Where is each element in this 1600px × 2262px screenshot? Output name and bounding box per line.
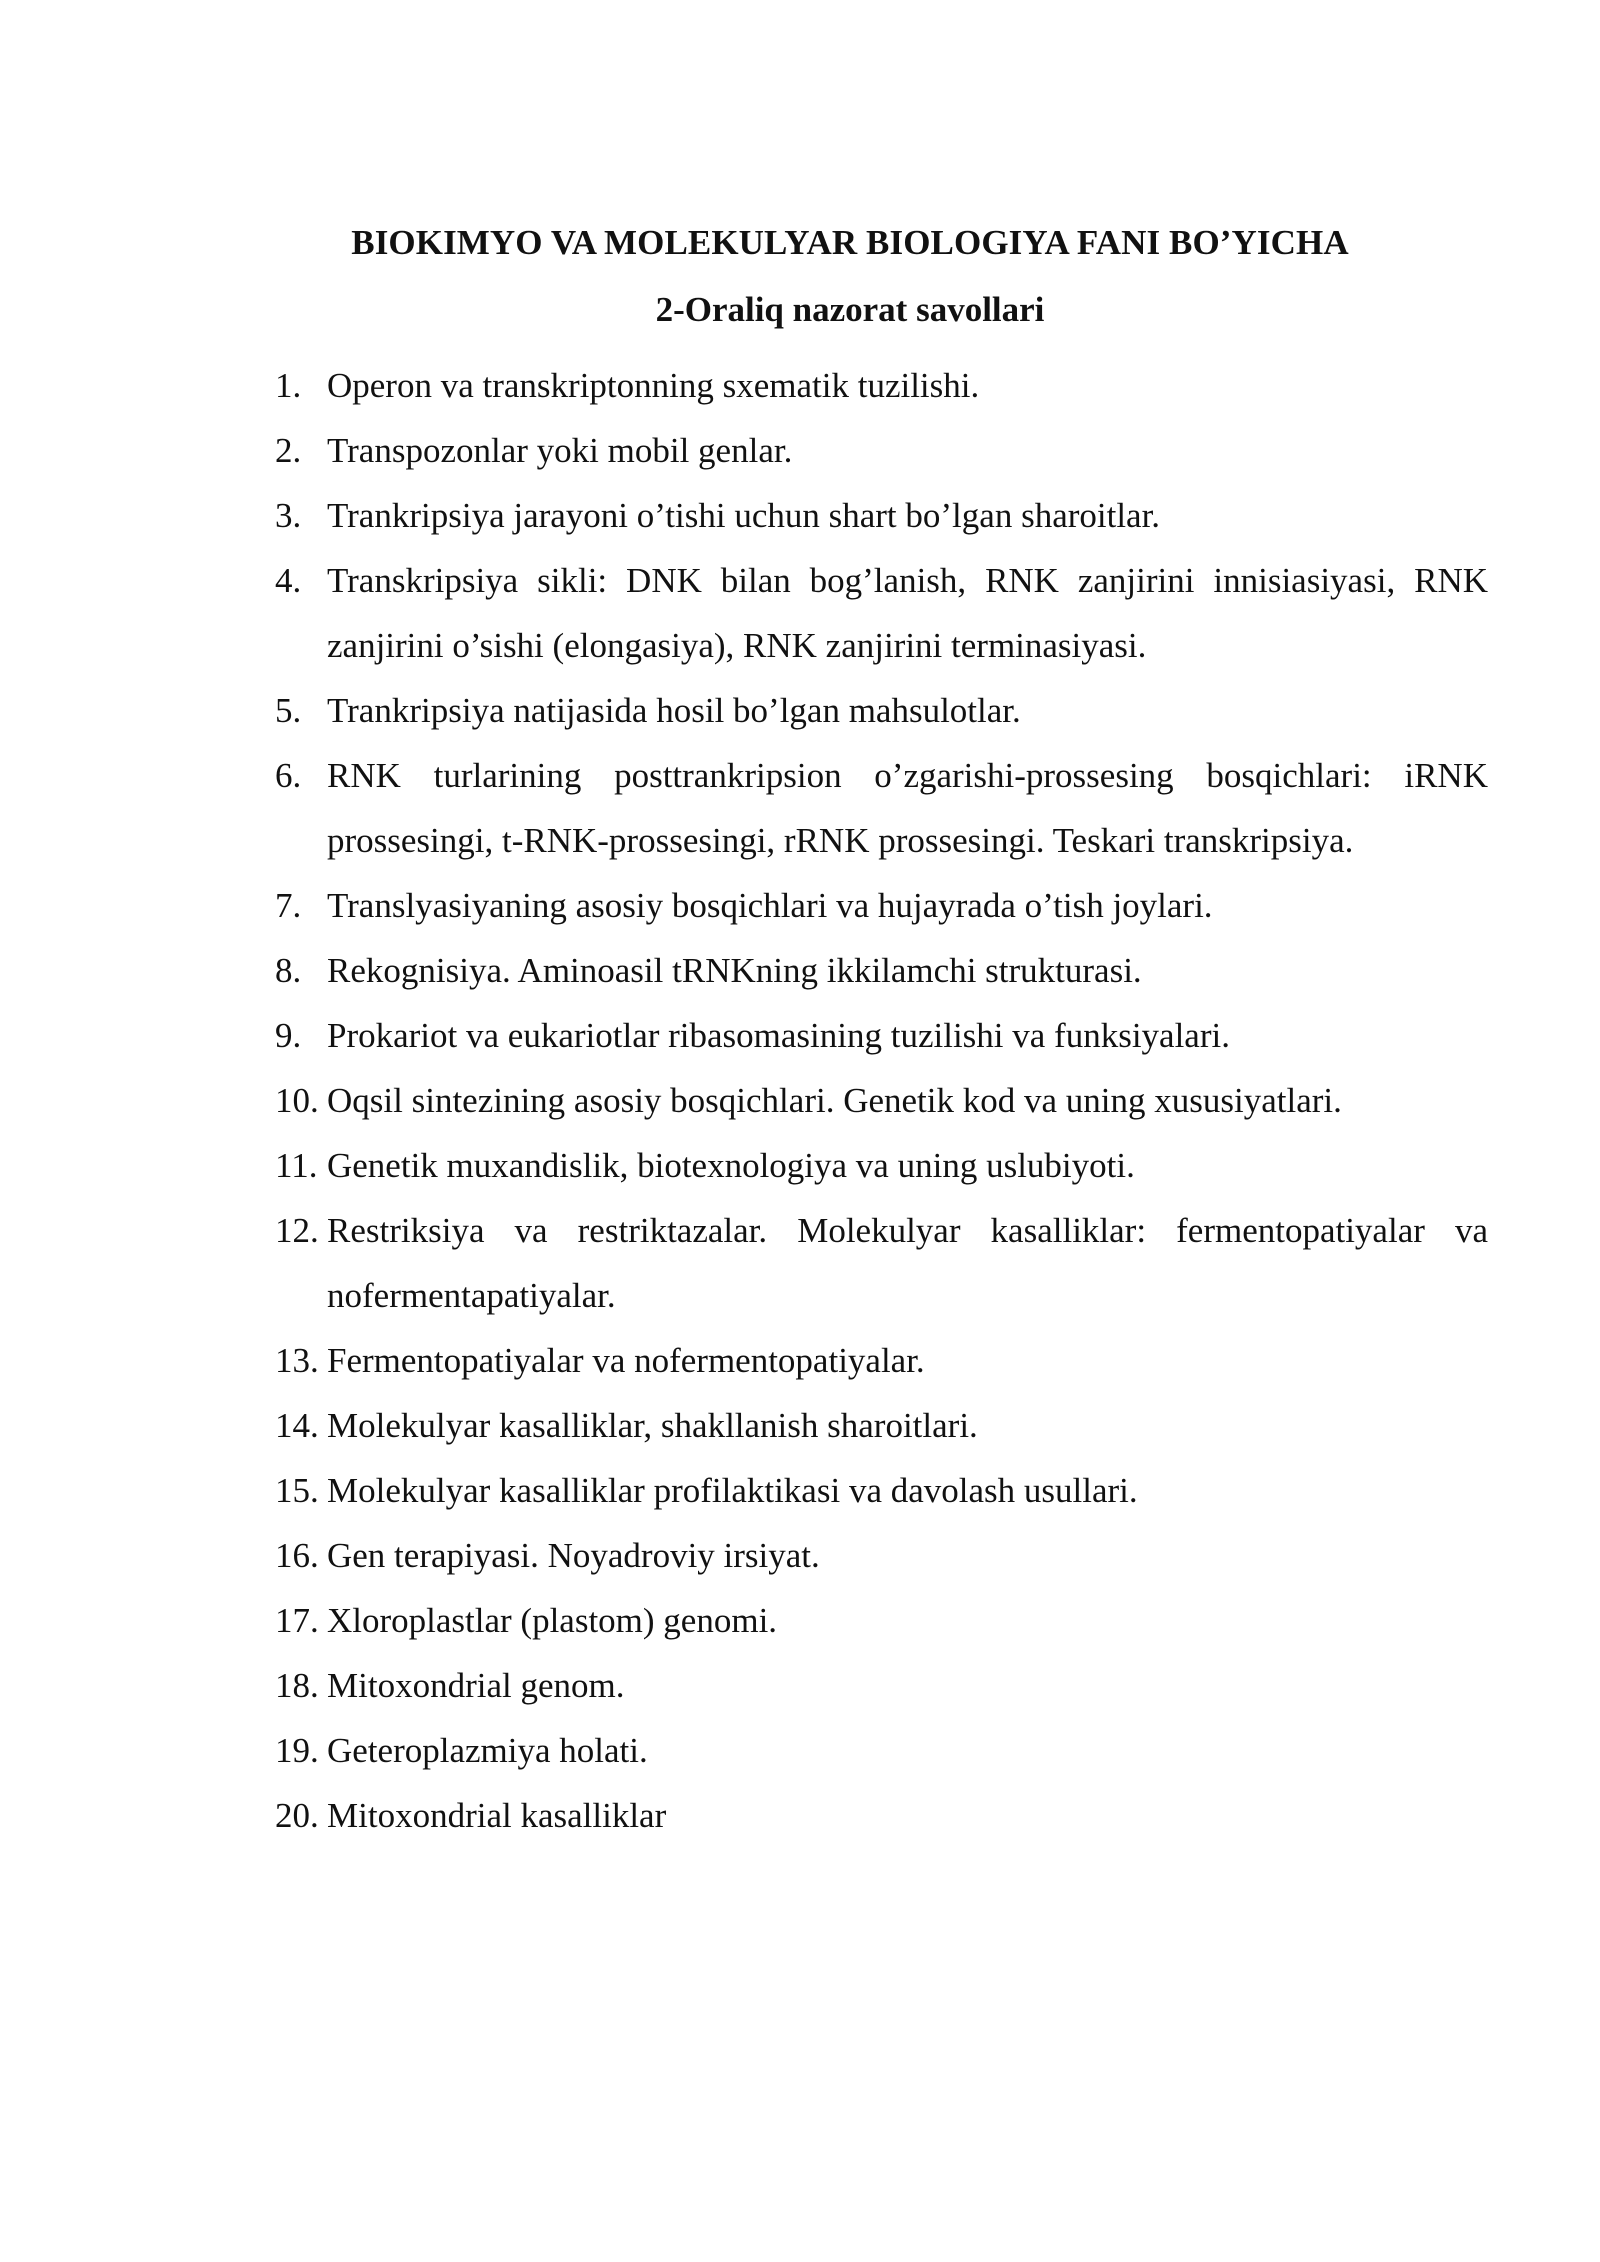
question-text: Gen terapiyasi. Noyadroviy irsiyat. [327,1536,820,1575]
question-text: Mitoxondrial kasalliklar [327,1796,667,1835]
question-list [275,353,1488,1848]
question-text: Trankripsiya jarayoni o’tishi uchun shart bo’lgan sharoitlar. [327,496,1161,535]
question-number: 9. [275,1016,302,1055]
question-number: 5. [275,691,302,730]
question-text: Translyasiyaning asosiy bosqichlari va hujayrada o’tish joylari. [327,886,1213,925]
question-number: 17. [275,1601,319,1640]
question-text: Xloroplastlar (plastom) genomi. [327,1601,778,1640]
question-item [275,1653,1488,1718]
question-text: Molekulyar kasalliklar profilaktikasi va davolash usullari. [327,1471,1138,1510]
question-item [275,1523,1488,1588]
question-text: Rekognisiya. Aminoasil tRNKning ikkilamchi strukturasi. [327,951,1142,990]
document-title: BIOKIMYO VA MOLEKULYAR BIOLOGIYA FANI BO’YICHA [351,223,1349,262]
question-item [275,1393,1488,1458]
question-number: 19. [275,1731,319,1770]
question-text: Transkripsiya sikli: DNK bilan bog’lanish, RNK zanjirini innisiasiyasi, RNK zanjirini o’sishi (elongasiya), RNK zanjirini terminasiyasi. [327,561,1488,665]
question-item [275,1718,1488,1783]
question-number: 14. [275,1406,319,1445]
question-item [275,743,1488,873]
question-text: Fermentopatiyalar va nofermentopatiyalar. [327,1341,925,1380]
question-item [275,678,1488,743]
question-text: Genetik muxandislik, biotexnologiya va uning uslubiyoti. [327,1146,1135,1185]
question-text: Trankripsiya natijasida hosil bo’lgan mahsulotlar. [327,691,1021,730]
question-number: 1. [275,366,302,405]
question-text: Operon va transkriptonning sxematik tuzilishi. [327,366,980,405]
question-number: 10. [275,1081,319,1120]
document-subtitle: 2-Oraliq nazorat savollari [655,290,1045,329]
question-number: 2. [275,431,302,470]
question-number: 13. [275,1341,319,1380]
question-text: Mitoxondrial genom. [327,1666,625,1705]
question-number: 18. [275,1666,319,1705]
question-item [275,1133,1488,1198]
question-text: Prokariot va eukariotlar ribasomasining tuzilishi va funksiyalari. [327,1016,1230,1055]
question-item [275,1068,1488,1133]
question-text: Molekulyar kasalliklar, shakllanish sharoitlari. [327,1406,978,1445]
question-item [275,873,1488,938]
question-number: 8. [275,951,302,990]
question-item [275,1328,1488,1393]
question-text: RNK turlarining posttrankripsion o’zgarishi-prossesing bosqichlari: iRNK prossesingi, t-RNK-prossesingi, rRNK prossesingi. Teskari transkripsiya. [327,756,1488,860]
question-item [275,1458,1488,1523]
question-item [275,1198,1488,1328]
question-item [275,483,1488,548]
question-item [275,938,1488,1003]
question-number: 7. [275,886,302,925]
question-item [275,548,1488,678]
question-text: Restriksiya va restriktazalar. Molekulyar kasalliklar: fermentopatiyalar va nofermentapatiyalar. [327,1211,1488,1315]
question-text: Transpozonlar yoki mobil genlar. [327,431,793,470]
question-text: Oqsil sintezining asosiy bosqichlari. Genetik kod va uning xususiyatlari. [327,1081,1342,1120]
question-item [275,1588,1488,1653]
question-number: 3. [275,496,302,535]
question-item [275,1003,1488,1068]
question-number: 11. [275,1146,318,1185]
question-number: 20. [275,1796,319,1835]
question-item [275,353,1488,418]
question-number: 4. [275,561,302,600]
question-item [275,1783,1488,1848]
question-number: 12. [275,1211,319,1250]
question-number: 15. [275,1471,319,1510]
question-item [275,418,1488,483]
question-number: 16. [275,1536,319,1575]
question-text: Geteroplazmiya holati. [327,1731,648,1770]
question-number: 6. [275,756,302,795]
